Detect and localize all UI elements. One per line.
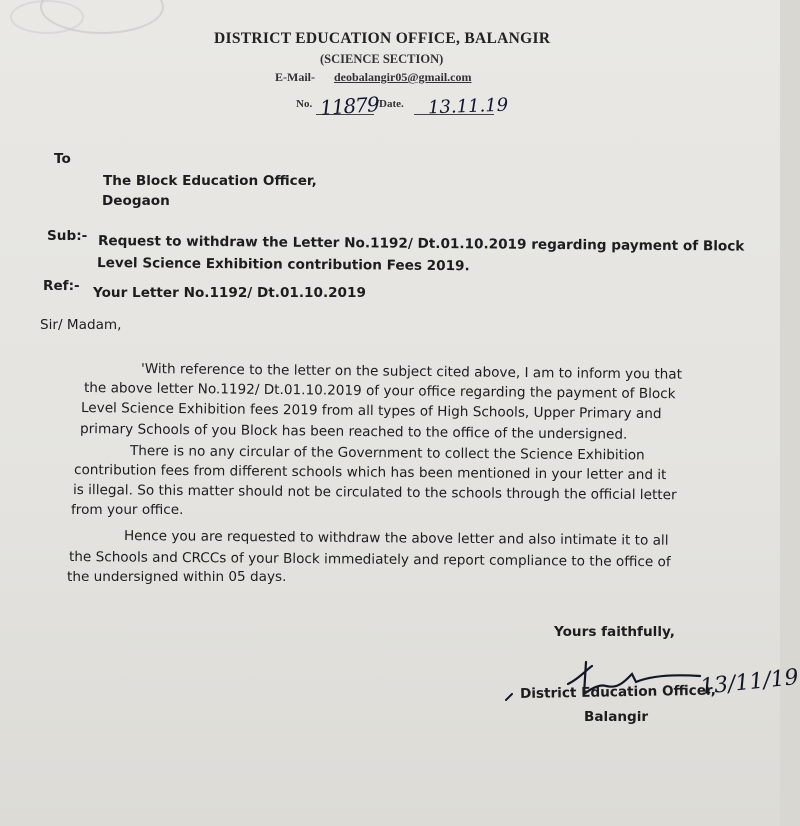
subject-line-1: Request to withdraw the Letter No.1192/ Dt.01.10.2019 regarding payment of Block (97, 233, 745, 255)
recipient-title: The Block Education Officer, (103, 173, 317, 189)
email-label: E-Mail- (275, 70, 315, 84)
signatory-designation: District Education Officer, (519, 682, 717, 702)
salutation: Sir/ Madam, (40, 317, 122, 333)
signature-date: 13/11/19 (698, 664, 800, 701)
body-line: is illegal. So this matter should not be circulated to the schools through the official letter (72, 482, 677, 504)
stamp-mark (10, 0, 84, 34)
body-line: Level Science Exhibition fees 2019 from all types of High Schools, Upper Primary and (80, 400, 662, 423)
body-line: 'With reference to the letter on the subject cited above, I am to inform you that (140, 361, 683, 383)
to-label: To (54, 151, 71, 167)
body-line: the above letter No.1192/ Dt.01.10.2019 of your office regarding the payment of Block (83, 380, 676, 403)
email-address: deobalangir05@gmail.com (334, 70, 472, 84)
subject-label: Sub:- (47, 228, 88, 244)
office-name: DISTRICT EDUCATION OFFICE, BALANGIR (214, 30, 551, 47)
signatory-place: Balangir (584, 709, 649, 725)
closing-yours-faithfully: Yours faithfully, (554, 624, 675, 640)
body-line: the Schools and CRCCs of your Block immediately and report compliance to the office of (68, 549, 671, 571)
subject-line-2: Level Science Exhibition contribution Fees 2019. (96, 255, 470, 275)
body-line: contribution fees from different schools which has been mentioned in your letter and it (73, 462, 667, 484)
body-line: from your office. (71, 502, 184, 518)
letter-date: 13.11.19 (427, 94, 509, 119)
body-line: primary Schools of you Block has been reached to the office of the undersigned. (79, 421, 628, 443)
letter-number-label: No. (296, 98, 313, 110)
body-line: There is no any circular of the Government to collect the Science Exhibition (129, 443, 645, 464)
reference-label: Ref:- (43, 278, 80, 294)
body-line: the undersigned within 05 days. (67, 569, 287, 585)
letter-number: 11879 (319, 91, 380, 121)
date-label: /Date. (376, 98, 404, 110)
section-name: (SCIENCE SECTION) (320, 52, 444, 66)
reference-text: Your Letter No.1192/ Dt.01.10.2019 (93, 285, 366, 301)
body-line: Hence you are requested to withdraw the above letter and also intimate it to all (123, 528, 669, 549)
recipient-place: Deogaon (102, 193, 170, 209)
